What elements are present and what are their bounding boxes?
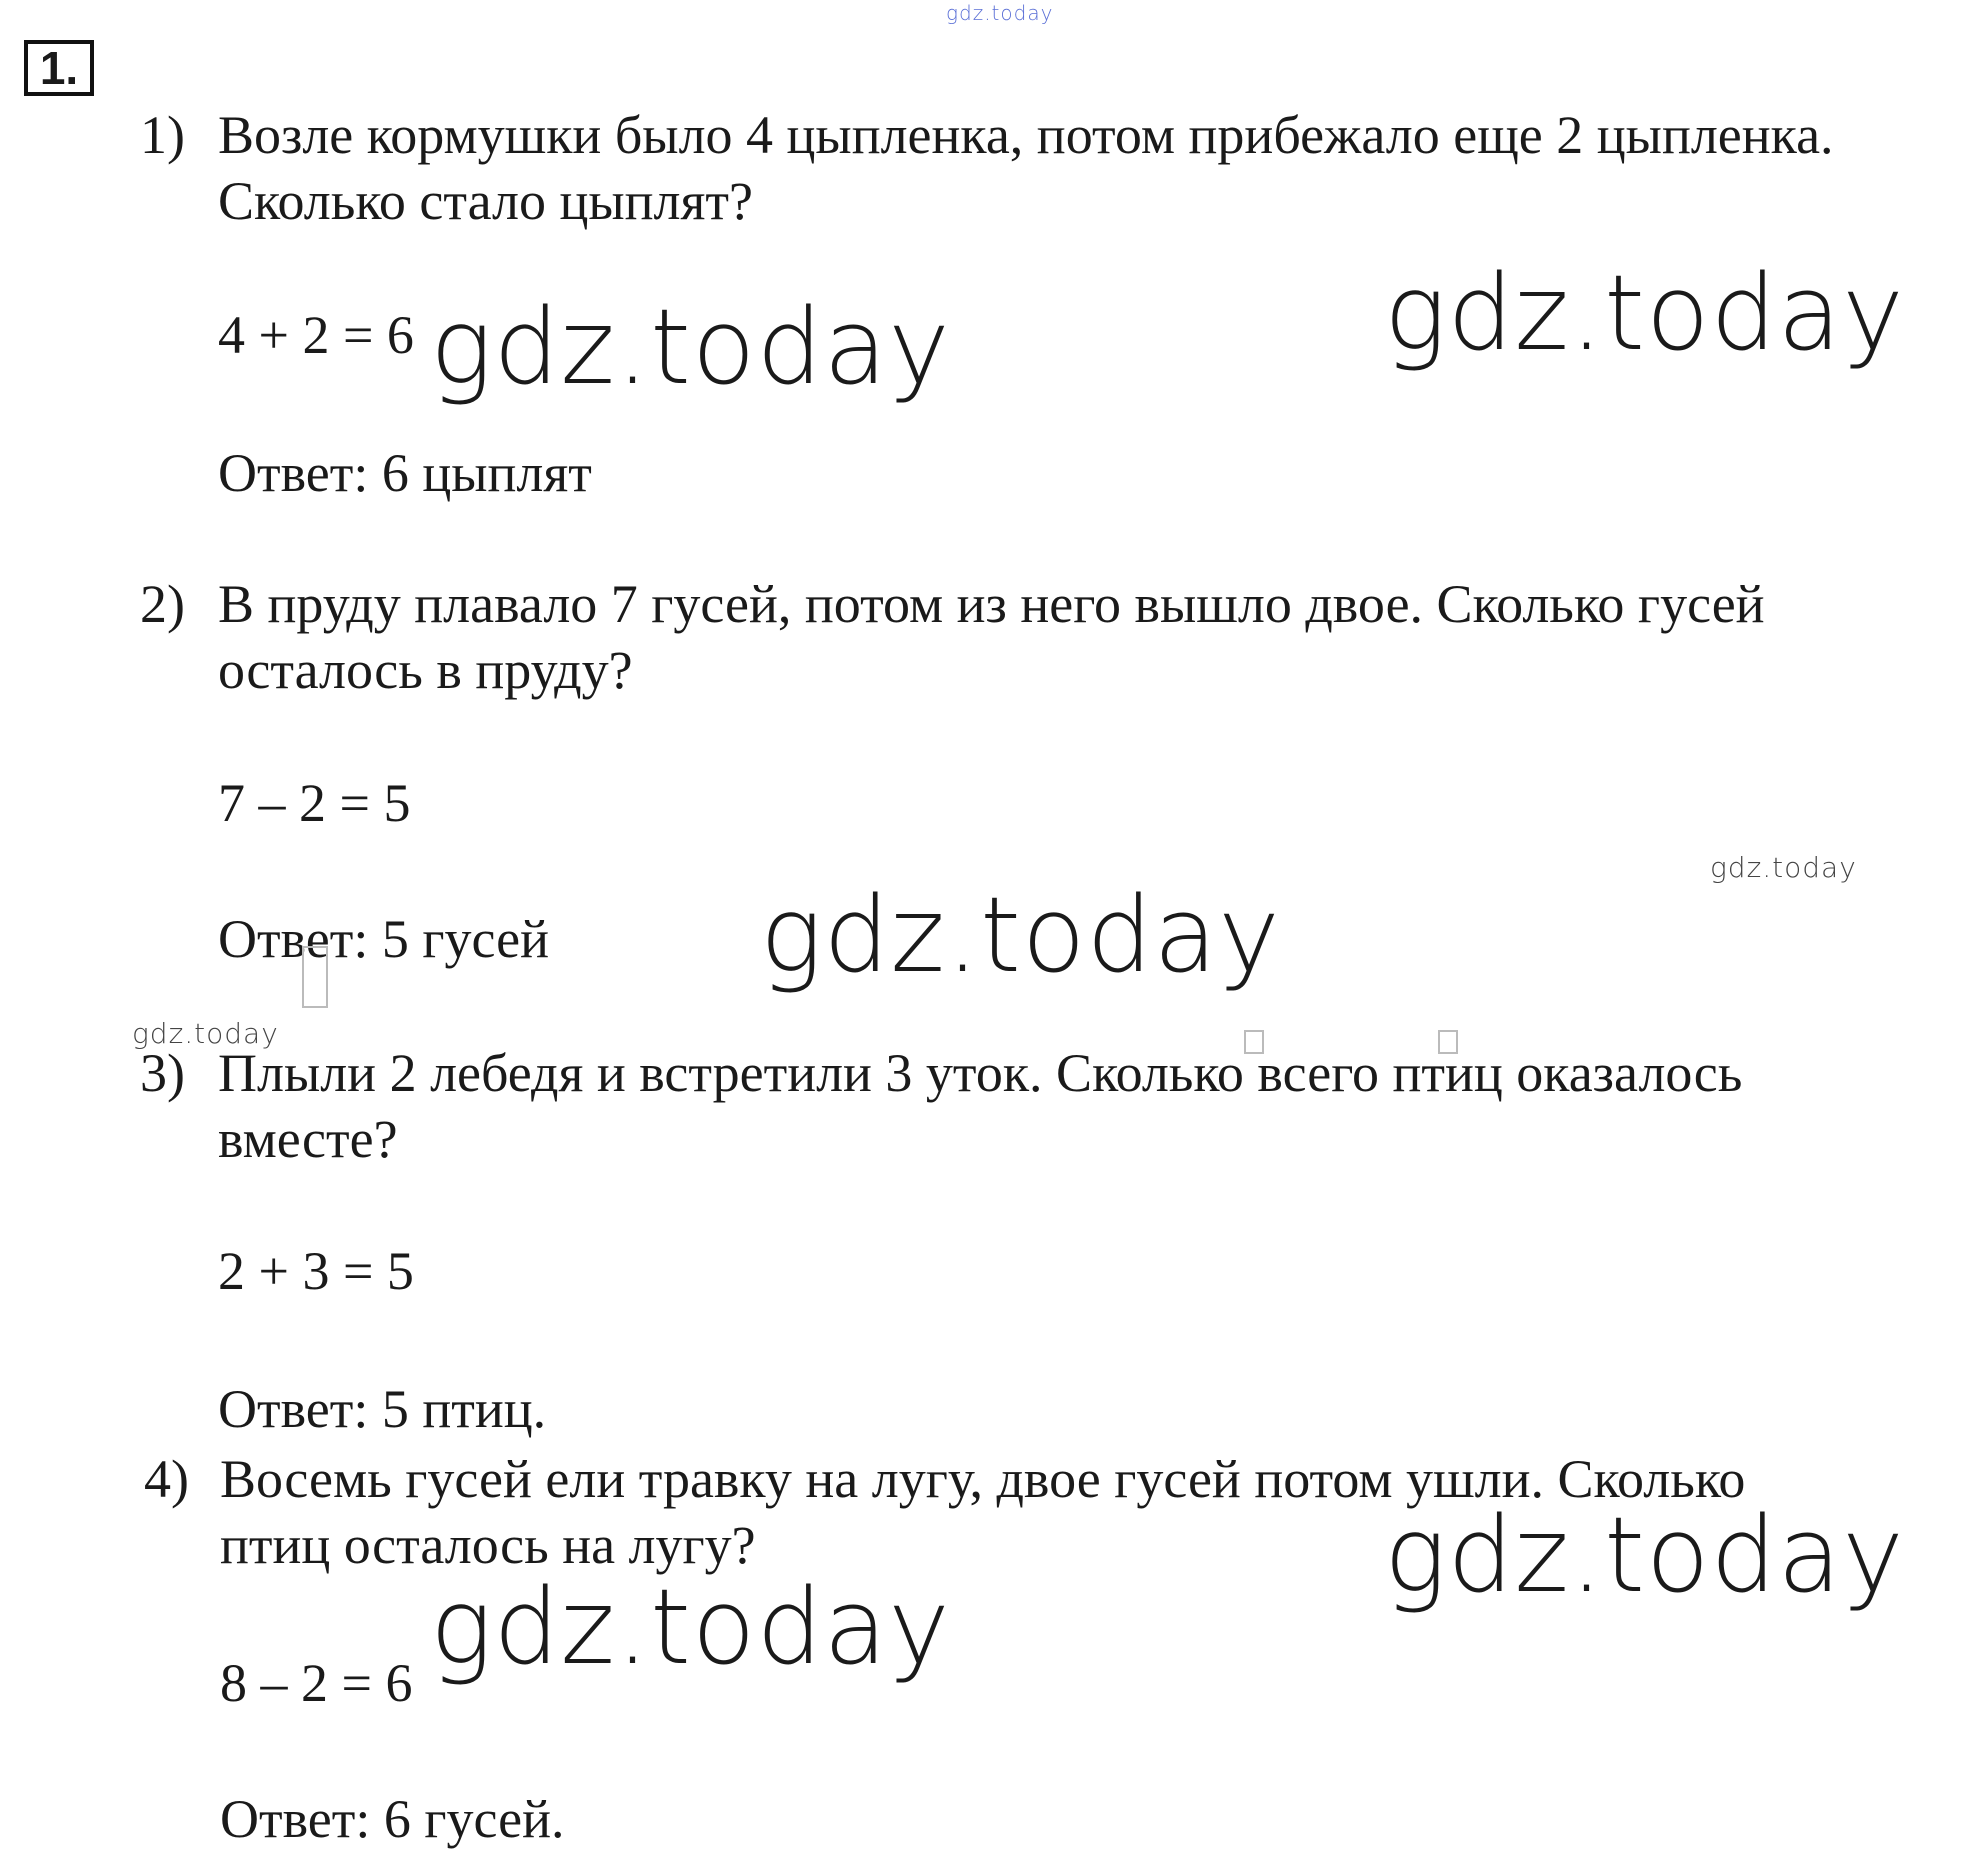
problem-1-equation: 4 + 2 = 6 — [218, 305, 414, 365]
problem-4-answer: Ответ: 6 гусей. — [220, 1789, 565, 1849]
problem-2-equation: 7 – 2 = 5 — [218, 773, 411, 833]
watermark-top: gdz.today — [946, 1, 1054, 25]
problem-3-number: 3) — [140, 1043, 185, 1103]
problem-2-text-line-2: осталось в пруду? — [218, 640, 633, 700]
problem-4-text-line-2: птиц осталось на лугу? — [220, 1515, 756, 1575]
problem-4-number: 4) — [144, 1449, 189, 1509]
scan-artifact — [302, 946, 328, 1008]
problem-2-answer: Ответ: 5 гусей — [218, 909, 549, 969]
problem-4-text-line-1: Восемь гусей ели травку на лугу, двое гусей потом ушли. Сколько — [220, 1449, 1746, 1509]
problem-3-equation: 2 + 3 = 5 — [218, 1241, 414, 1301]
problem-4-equation: 8 – 2 = 6 — [220, 1653, 413, 1713]
watermark-p3-left-small: gdz.today — [132, 1017, 279, 1050]
problem-1-text-line-2: Сколько стало цыплят? — [218, 171, 753, 231]
watermark-p4-left: gdz.today — [430, 1566, 951, 1688]
watermark-p2-right-small: gdz.today — [1710, 851, 1857, 884]
watermark-p4-right: gdz.today — [1384, 1494, 1905, 1616]
problem-1-answer: Ответ: 6 цыплят — [218, 443, 592, 503]
problem-2-text-line-1: В пруду плавало 7 гусей, потом из него вышло двое. Сколько гусей — [218, 574, 1765, 634]
problem-3-text-line-1: Плыли 2 лебедя и встретили 3 уток. Сколько всего птиц оказалось — [218, 1043, 1743, 1103]
watermark-p1-left: gdz.today — [430, 286, 951, 408]
problem-1-text-line-1: Возле кормушки было 4 цыпленка, потом прибежало еще 2 цыпленка. — [218, 105, 1834, 165]
task-number-box: 1. — [24, 40, 94, 96]
problem-1-number: 1) — [140, 105, 185, 165]
watermark-p1-right: gdz.today — [1384, 252, 1905, 374]
watermark-p2-center: gdz.today — [760, 874, 1281, 996]
problem-3-text-line-2: вместе? — [218, 1109, 398, 1169]
problem-3-answer: Ответ: 5 птиц. — [218, 1379, 547, 1439]
problem-2-number: 2) — [140, 574, 185, 634]
